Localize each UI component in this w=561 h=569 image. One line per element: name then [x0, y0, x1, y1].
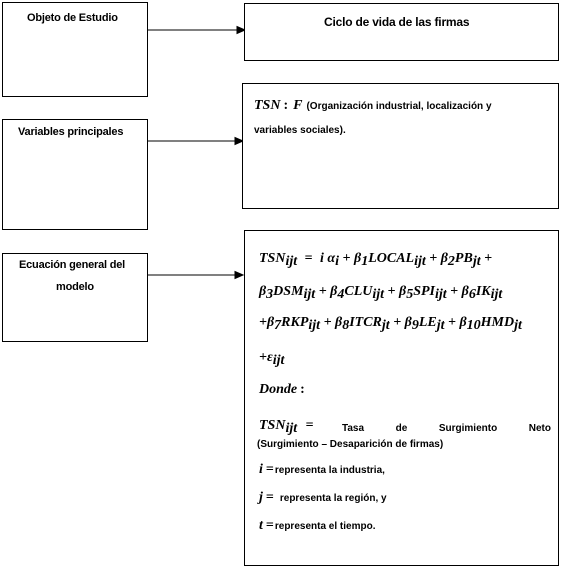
equation-line-2 [259, 282, 502, 303]
def-tsn-word: de [395, 423, 408, 434]
def-j-equals: = [265, 490, 274, 505]
eq-plus: + [480, 251, 493, 266]
def-i-symbol: i [259, 462, 263, 477]
eq-alpha-sub: i [335, 254, 340, 269]
def-tsn-words [342, 423, 551, 434]
eq-var-ik: IK [475, 284, 491, 299]
arrowhead-ecuacion-eq [235, 272, 243, 279]
eq-var-sub: ijt [308, 318, 321, 333]
def-j-symbol: j [259, 490, 263, 505]
donde-colon: : [300, 382, 305, 397]
def-i-line [259, 460, 385, 478]
eq-beta-index: 7 [274, 318, 282, 333]
def-tsn-line [259, 416, 551, 437]
eq-var-sub: ijt [303, 287, 316, 302]
function-f-symbol: F [293, 98, 303, 113]
eq-plus-beta: +β [259, 315, 275, 330]
def-tsn-equals: = [305, 418, 314, 433]
eq-equals: = [304, 251, 313, 266]
def-t-text: representa el tiempo. [274, 521, 376, 532]
eq-error-sub: ijt [272, 353, 285, 368]
equation-line-3 [259, 313, 522, 334]
def-t-line [259, 516, 375, 534]
eq-beta-index: 2 [447, 254, 455, 269]
eq-beta: β [259, 284, 267, 299]
def-i-equals: = [265, 462, 274, 477]
eq-plus-beta: + β [425, 251, 448, 266]
donde-label: Donde [259, 382, 298, 397]
eq-var-sub: ijt [490, 287, 503, 302]
objeto-de-estudio-label: Objeto de Estudio [27, 12, 118, 24]
variables-principales-label: Variables principales [18, 126, 124, 138]
ecuacion-general-label-2: modelo [56, 281, 94, 293]
eq-alpha-term: i α [320, 251, 336, 266]
eq-beta-index: 10 [466, 318, 481, 333]
eq-var-rkp: RKP [281, 315, 309, 330]
equation-box [244, 230, 559, 566]
eq-plus-beta: + β [315, 284, 338, 299]
def-j-line [259, 488, 387, 506]
eq-plus-beta: + β [389, 315, 412, 330]
def-tsn-symbol: TSN [259, 418, 286, 433]
def-t-equals: = [265, 518, 274, 533]
equation-line-4 [259, 348, 284, 369]
eq-var-local: LOCAL [368, 251, 415, 266]
eq-var-sub: jt [514, 318, 522, 333]
eq-var-dsm: DSM [273, 284, 304, 299]
eq-var-sub: jt [436, 318, 445, 333]
eq-var-clu: CLU [344, 284, 373, 299]
eq-lhs-tsn: TSN [259, 251, 286, 266]
def-t-symbol: t [259, 518, 263, 533]
eq-error-term: +ε [259, 350, 273, 365]
donde-line [259, 380, 305, 398]
eq-plus-beta: + β [384, 284, 407, 299]
def-tsn-word: Tasa [342, 423, 365, 434]
eq-var-spi: SPI [413, 284, 435, 299]
tsn-colon: : [283, 98, 289, 113]
eq-var-sub: ijt [414, 254, 426, 269]
eq-beta-index: 5 [406, 287, 414, 302]
def-tsn-word: Surgimiento [438, 423, 498, 434]
eq-var-pb: PB [454, 251, 473, 266]
eq-var-itcr: ITCR [349, 315, 382, 330]
eq-beta-index: 8 [342, 318, 350, 333]
tsn-function-box [242, 83, 559, 209]
equation-line-1 [259, 249, 492, 270]
eq-beta-index: 4 [337, 287, 345, 302]
def-tsn-word: Neto [528, 423, 551, 434]
eq-var-sub: ijt [372, 287, 385, 302]
def-i-text: representa la industria, [274, 465, 385, 476]
eq-beta-index: 1 [361, 254, 369, 269]
eq-plus-beta: + β [446, 284, 469, 299]
def-tsn-line-2: (Surgimiento – Desaparición de firmas) [257, 439, 444, 450]
tsn-description-2: variables sociales). [254, 125, 346, 136]
def-tsn-sub: ijt [285, 421, 298, 436]
ciclo-vida-label: Ciclo de vida de las firmas [324, 15, 470, 29]
eq-beta-index: 6 [468, 287, 476, 302]
eq-plus-beta: + β [320, 315, 343, 330]
ciclo-vida-box [244, 3, 559, 61]
eq-var-sub: jt [381, 318, 390, 333]
eq-beta-index: 9 [411, 318, 419, 333]
def-j-text: representa la región, y [279, 493, 387, 504]
eq-var-sub: jt [472, 254, 481, 269]
eq-beta-index: 3 [266, 287, 274, 302]
tsn-symbol: TSN [254, 98, 281, 113]
eq-var-le: LE [418, 315, 437, 330]
eq-var-hmd: HMD [480, 315, 515, 330]
eq-plus-beta: + β [339, 251, 362, 266]
eq-var-sub: ijt [434, 287, 447, 302]
eq-lhs-sub: ijt [285, 254, 298, 269]
tsn-description-1: (Organización industrial, localización y [306, 101, 492, 112]
eq-plus-beta: + β [444, 315, 467, 330]
tsn-function-line [254, 96, 492, 114]
ecuacion-general-label-1: Ecuación general del [19, 259, 126, 271]
